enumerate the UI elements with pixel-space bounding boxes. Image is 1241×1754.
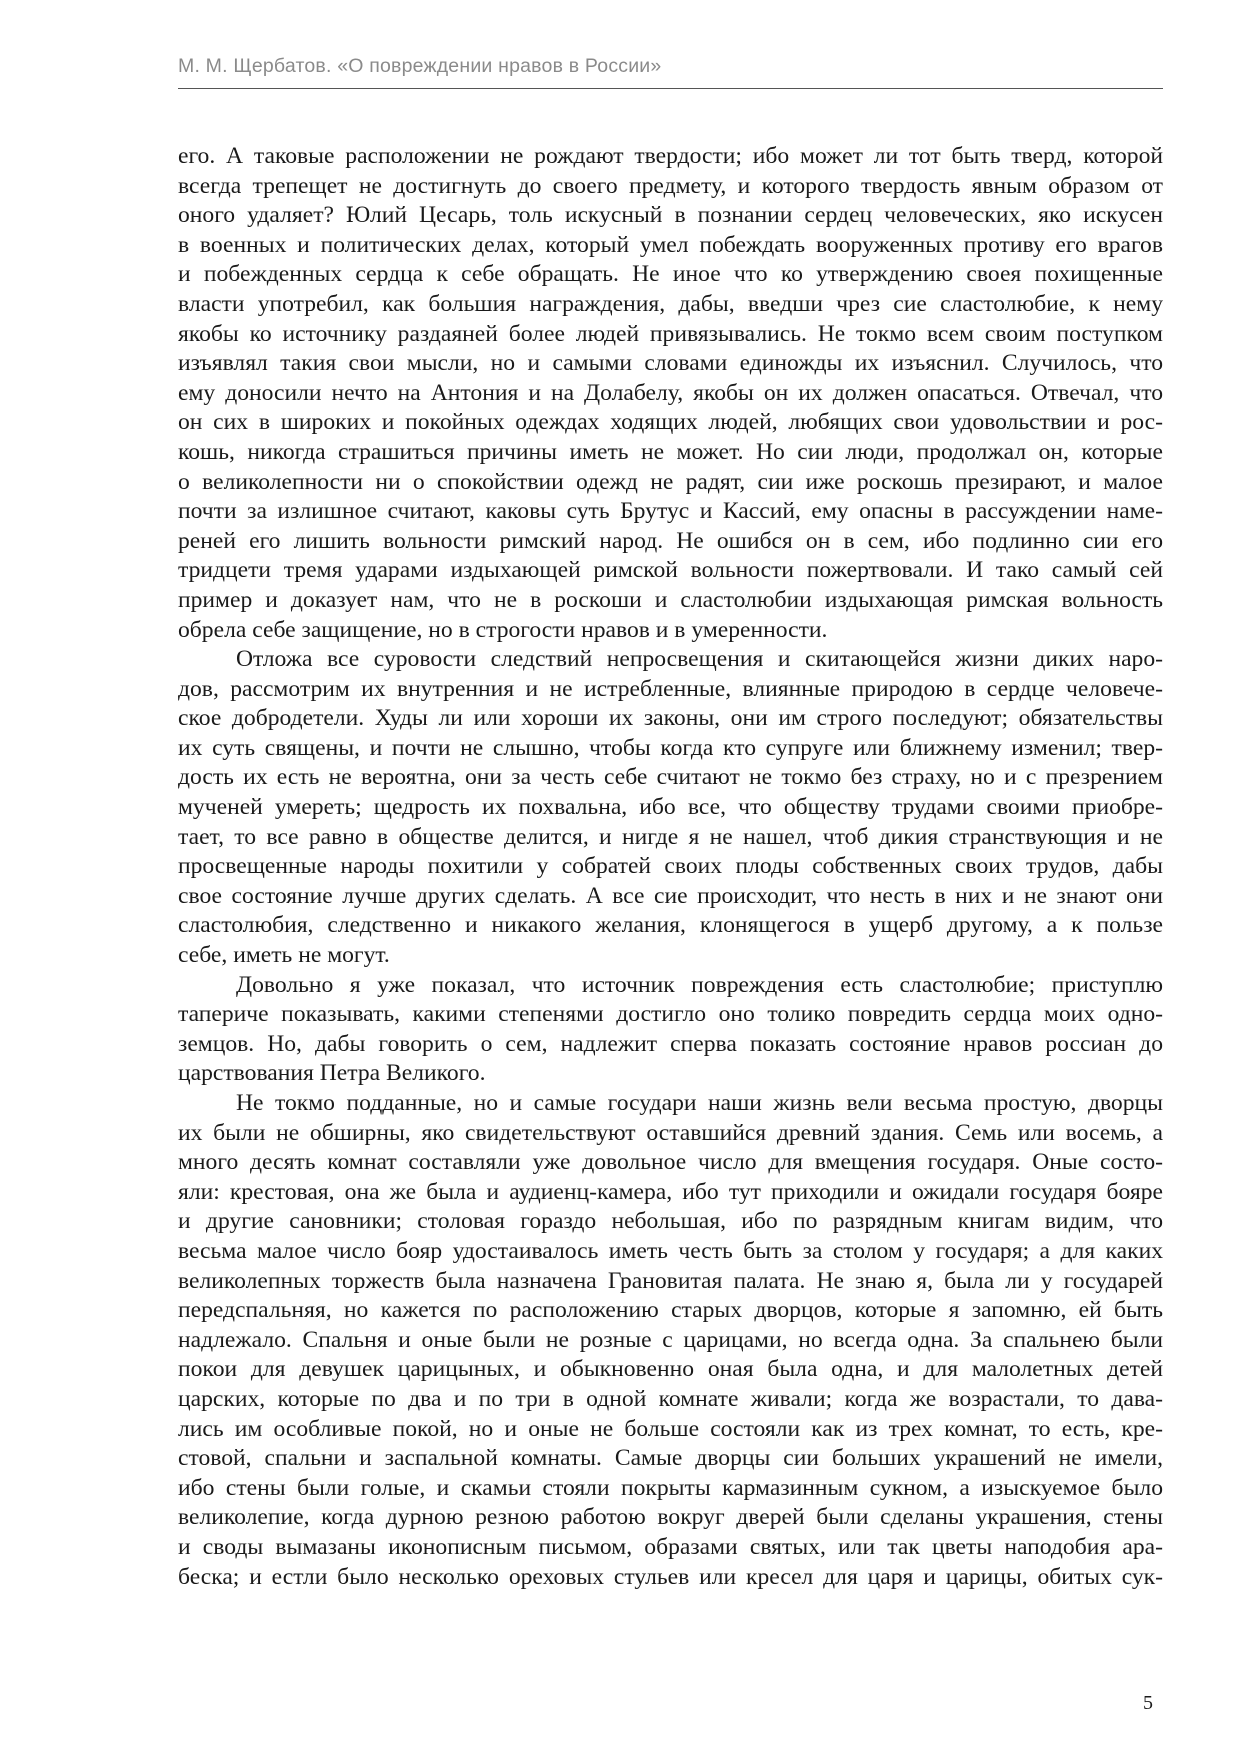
text-line: дость их есть не вероятна, они за честь себе считают не токмо без страху, но и с презрением — [178, 764, 1163, 791]
text-line: покои для девушек царицыных, и обыкновенно оная была одна, и для малолетных детей — [178, 1356, 1163, 1383]
text-line: оного удаляет? Юлий Цесарь, толь искусный в познании сердец человеческих, яко искусен — [178, 202, 1163, 229]
text-line: и другие сановники; столовая гораздо небольшая, ибо по разрядным книгам видим, что — [178, 1208, 1163, 1235]
text-line: их были не обширны, яко свидетельствуют оставшийся древний здания. Семь или восемь, а — [178, 1119, 1163, 1146]
text-line: яли: крестовая, она же была и аудиенц-камера, ибо тут приходили и ожидали государя бояре — [178, 1178, 1163, 1205]
text-line: свое состояние лучше других сделать. А все сие происходит, что несть в них и не знают они — [178, 882, 1163, 909]
text-line: ибо стены были голые, и скамьи стояли покрыты кармазинным сукном, а изыскуемое было — [178, 1474, 1163, 1501]
text-line: Отложа все суровости следствий непросвещения и скитающейся жизни диких наро- — [236, 646, 1163, 673]
text-line: тапериче показывать, какими степенями достигло оно толико повредить сердца моих одно- — [178, 1001, 1163, 1028]
text-line: якобы ко источнику раздаяней более людей привязывались. Не токмо всем своим поступком — [178, 320, 1163, 347]
text-line: о великолепности ни о спокойствии одежд не радят, сии иже роскошь презирают, и малое — [178, 468, 1163, 495]
text-line: и побежденных сердца к себе обращать. Не иное что ко утверждению своея похищенные — [178, 261, 1163, 288]
text-line: весьма малое число бояр удостаивалось иметь честь быть за столом у государя; а для каких — [178, 1237, 1163, 1264]
body-text — [178, 142, 1163, 1592]
text-line: великолепных торжеств была назначена Грановитая палата. Не знаю я, была ли у государей — [178, 1267, 1163, 1294]
text-line: беска; и естли было несколько ореховых стульев или кресел для царя и царицы, обитых сук- — [178, 1563, 1163, 1590]
text-line: Не токмо подданные, но и самые государи наши жизнь вели весьма простую, дворцы — [236, 1090, 1163, 1116]
text-line: дов, рассмотрим их внутренния и не истребленные, влиянные природою в сердце человече- — [178, 675, 1163, 702]
text-line: тридцети тремя ударами издыхающей римской вольности пожертвовали. И тако самый сей — [178, 557, 1163, 584]
text-line: просвещенные народы похитили у собратей своих плоды собственных своих трудов, дабы — [178, 853, 1163, 880]
text-line: он сих в широких и покойных одеждах ходящих людей, любящих свои удовольствии и рос- — [178, 409, 1163, 436]
text-line: земцов. Но, дабы говорить о сем, надлежит сперва показать состояние нравов россиан до — [178, 1030, 1163, 1057]
text-line: стовой, спальни и заспальной комнаты. Самые дворцы сии больших украшений не имели, — [178, 1445, 1163, 1472]
text-line: пример и доказует нам, что не в роскоши и сластолюбии издыхающая римская вольность — [178, 586, 1163, 613]
text-line: ему доносили нечто на Антония и на Долабелу, якобы он их должен опасаться. Отвечал, что — [178, 379, 1163, 406]
text-line: изъявлял такия свои мысли, но и самыми словами единожды их изъяснил. Случилось, что — [178, 350, 1163, 377]
text-line: ское добродетели. Худы ли или хороши их законы, они им строго последуют; обязательствы — [178, 705, 1163, 732]
text-line: лись им особливые покой, но и оные не больше состояли как из трех комнат, то есть, кре- — [178, 1415, 1163, 1442]
text-line: власти употребил, как большия награждения, дабы, введши чрез сие сластолюбие, к нему — [178, 290, 1163, 317]
text-line: его. А таковые расположении не рождают твердости; ибо может ли тот быть тверд, которой — [178, 143, 1163, 169]
text-line: передспальняя, но кажется по расположению старых дворцов, которые я запомню, ей быть — [178, 1297, 1163, 1324]
text-line: сластолюбия, следственно и никакого желания, клонящегося в ущерб другому, а к пользе — [178, 912, 1163, 939]
text-line: почти за излишное считают, каковы суть Брутус и Кассий, ему опасны в рассуждении наме- — [178, 498, 1163, 525]
text-line: реней его лишить вольности римский народ. Не ошибся он в сем, ибо подлинно сии его — [178, 527, 1163, 554]
text-line: себе, иметь не могут. — [178, 942, 390, 969]
text-line: и своды вымазаны иконописным письмом, образами святых, или так цветы наподобия ара- — [178, 1533, 1163, 1560]
running-header-title: М. М. Щербатов. «О повреждении нравов в России» — [178, 55, 662, 77]
text-line: кошь, никогда страшиться причины иметь не может. Но сии люди, продолжал он, которые — [178, 438, 1163, 465]
text-line: Довольно я уже показал, что источник повреждения есть сластолюбие; приступлю — [236, 971, 1163, 998]
text-line: великолепие, когда дурною резною работою вокруг дверей были сделаны украшения, стены — [178, 1504, 1163, 1531]
text-line: тает, то все равно в обществе делится, и нигде я не нашел, чтоб дикия странствующия и не — [178, 823, 1163, 850]
text-line: в военных и политических делах, который умел побеждать вооруженных противу его врагов — [178, 231, 1163, 258]
text-line: царских, которые по два и по три в одной комнате живали; когда же возрастали, то дава- — [178, 1385, 1163, 1412]
header-divider — [178, 88, 1163, 89]
text-line: царствования Петра Великого. — [178, 1060, 486, 1087]
text-line: мученей умереть; щедрость их похвальна, ибо все, что обществу трудами своими приобре- — [178, 794, 1163, 821]
text-line: обрела себе защищение, но в строгости нравов и в умеренности. — [178, 616, 828, 643]
text-line: их суть священы, и почти не слышно, чтобы когда кто супруге или ближнему изменил; твер- — [178, 734, 1163, 761]
text-line: надлежало. Спальня и оные были не розные с царицами, но всегда одна. За спальнею были — [178, 1326, 1163, 1353]
text-line: много десять комнат составляли уже довольное число для вмещения государя. Оные состо- — [178, 1149, 1163, 1176]
text-line: всегда трепещет не достигнуть до своего предмету, и которого твердость явным образом от — [178, 172, 1163, 199]
page-number: 5 — [1143, 1692, 1153, 1714]
